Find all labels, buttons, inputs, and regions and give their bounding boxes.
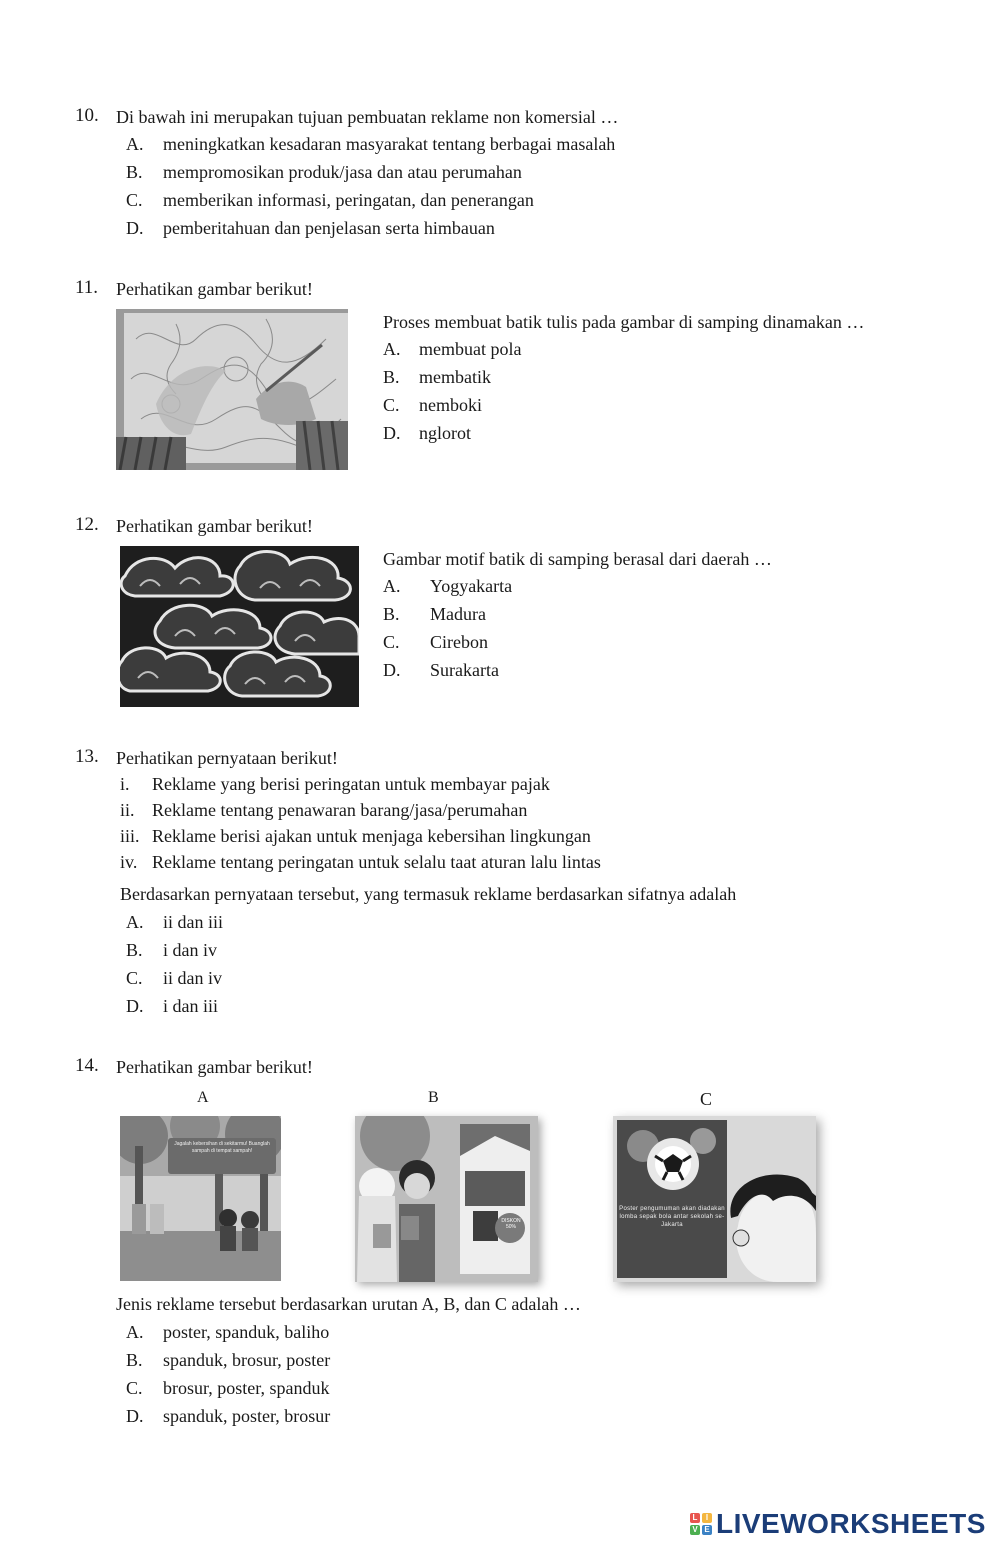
advertisement-image-c [613, 1116, 816, 1282]
q13-statement-ii: Reklame tentang penawaran barang/jasa/perumahan [152, 800, 528, 820]
q13-option-b-letter[interactable]: B. [126, 940, 143, 960]
q13-statement-iii: Reklame berisi ajakan untuk menjaga kebersihan lingkungan [152, 826, 591, 846]
image-a-sign-text: Jagalah kebersihan di sekitarmu! Buanglah sampah di tempat sampah! [174, 1141, 270, 1154]
q11-option-a[interactable]: membuat pola [419, 339, 522, 359]
q14-option-c[interactable]: brosur, poster, spanduk [163, 1378, 330, 1398]
q10-option-c-letter[interactable]: C. [126, 190, 143, 210]
q10-number: 10. [75, 105, 99, 126]
q11-option-d-letter[interactable]: D. [383, 423, 401, 443]
q12-option-d[interactable]: Surakarta [430, 660, 499, 680]
q11-option-a-letter[interactable]: A. [383, 339, 401, 359]
logo-mark-e: E [702, 1525, 712, 1535]
image-b-discount-badge: DISKON 50% [501, 1218, 521, 1230]
q10-text: Di bawah ini merupakan tujuan pembuatan reklame non komersial … [116, 107, 619, 127]
q11-option-c[interactable]: nemboki [419, 395, 482, 415]
q10-option-a-letter[interactable]: A. [126, 134, 144, 154]
q12-option-b[interactable]: Madura [430, 604, 486, 624]
q14-option-b[interactable]: spanduk, brosur, poster [163, 1350, 331, 1370]
q14-option-d-letter[interactable]: D. [126, 1406, 144, 1426]
image-label-c: C [700, 1089, 713, 1109]
q14-number: 14. [75, 1055, 99, 1076]
q10-option-b-letter[interactable]: B. [126, 162, 143, 182]
image-label-b: B [428, 1089, 439, 1106]
q11-option-c-letter[interactable]: C. [383, 395, 400, 415]
liveworksheets-logo[interactable] [690, 1507, 986, 1541]
q11-option-d[interactable]: nglorot [419, 423, 471, 443]
q12-option-c-letter[interactable]: C. [383, 632, 400, 652]
q12-option-a[interactable]: Yogyakarta [430, 576, 513, 596]
q13-prompt: Perhatikan pernyataan berikut! [116, 748, 338, 768]
q14-option-a-letter[interactable]: A. [126, 1322, 144, 1342]
q13-statement-ii-roman: ii. [120, 800, 135, 820]
q13-option-d-letter[interactable]: D. [126, 996, 144, 1016]
advertisement-image-b [355, 1116, 538, 1282]
q10-option-b[interactable]: mempromosikan produk/jasa dan atau perumahan [163, 162, 522, 182]
q13-option-b[interactable]: i dan iv [163, 940, 217, 960]
q10-option-d[interactable]: pemberitahuan dan penjelasan serta himbauan [163, 218, 495, 238]
q13-number: 13. [75, 746, 99, 767]
q14-option-d[interactable]: spanduk, poster, brosur [163, 1406, 331, 1426]
q13-option-a[interactable]: ii dan iii [163, 912, 223, 932]
q13-statement-iv-roman: iv. [120, 852, 138, 872]
q14-option-b-letter[interactable]: B. [126, 1350, 143, 1370]
image-c-announcement-text: Poster pengumuman akan diadakan lomba sepak bola antar sekolah se-Jakarta [619, 1206, 725, 1228]
q13-text: Berdasarkan pernyataan tersebut, yang termasuk reklame berdasarkan sifatnya adalah [120, 884, 737, 904]
q13-statement-iv: Reklame tentang peringatan untuk selalu taat aturan lalu lintas [152, 852, 601, 872]
q14-text: Jenis reklame tersebut berdasarkan urutan A, B, dan C adalah … [116, 1294, 581, 1314]
q12-number: 12. [75, 514, 99, 535]
logo-mark-l: L [690, 1513, 700, 1523]
logo-mark-i: I [702, 1513, 712, 1523]
q11-number: 11. [75, 277, 99, 298]
q12-prompt: Perhatikan gambar berikut! [116, 516, 313, 536]
batik-drawing-photo [116, 309, 348, 470]
q10-option-c[interactable]: memberikan informasi, peringatan, dan penerangan [163, 190, 534, 210]
q14-option-c-letter[interactable]: C. [126, 1378, 143, 1398]
q12-option-c[interactable]: Cirebon [430, 632, 488, 652]
image-label-a: A [197, 1089, 209, 1106]
liveworksheets-mark-icon [690, 1513, 712, 1535]
q13-statement-i-roman: i. [120, 774, 130, 794]
q11-prompt: Perhatikan gambar berikut! [116, 279, 313, 299]
q13-option-d[interactable]: i dan iii [163, 996, 218, 1016]
q13-statement-iii-roman: iii. [120, 826, 140, 846]
q13-option-c-letter[interactable]: C. [126, 968, 143, 988]
advertisement-image-a [120, 1116, 281, 1281]
q10-option-d-letter[interactable]: D. [126, 218, 144, 238]
q12-text: Gambar motif batik di samping berasal dari daerah … [383, 549, 772, 569]
q10-option-a[interactable]: meningkatkan kesadaran masyarakat tentang berbagai masalah [163, 134, 616, 154]
q14-prompt: Perhatikan gambar berikut! [116, 1057, 313, 1077]
q13-statement-i: Reklame yang berisi peringatan untuk membayar pajak [152, 774, 550, 794]
megamendung-batik-photo [120, 546, 359, 707]
q14-option-a[interactable]: poster, spanduk, baliho [163, 1322, 330, 1342]
q11-text: Proses membuat batik tulis pada gambar di samping dinamakan … [383, 312, 865, 332]
q12-option-b-letter[interactable]: B. [383, 604, 400, 624]
q13-option-a-letter[interactable]: A. [126, 912, 144, 932]
q13-option-c[interactable]: ii dan iv [163, 968, 222, 988]
logo-mark-v: V [690, 1525, 700, 1535]
q11-option-b[interactable]: membatik [419, 367, 491, 387]
q12-option-d-letter[interactable]: D. [383, 660, 401, 680]
q12-option-a-letter[interactable]: A. [383, 576, 401, 596]
q11-option-b-letter[interactable]: B. [383, 367, 400, 387]
logo-text: LIVEWORKSHEETS [716, 1508, 986, 1539]
